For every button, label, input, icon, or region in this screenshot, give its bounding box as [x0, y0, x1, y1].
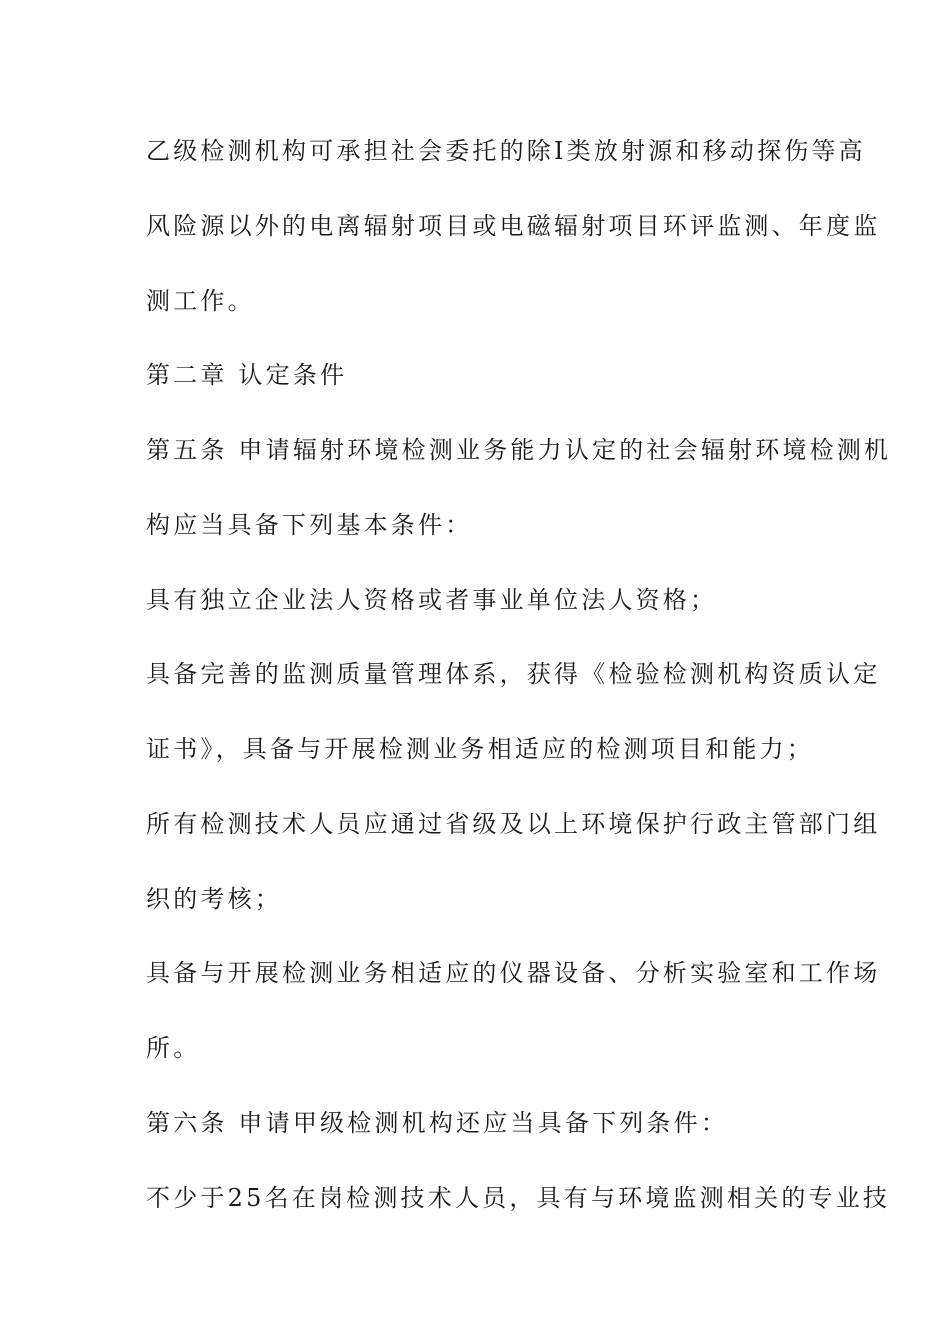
text-line: 乙级检测机构可承担社会委托的除Ⅰ类放射源和移动探伤等高: [146, 137, 866, 165]
text-line: 测工作。: [146, 287, 255, 315]
text-line: 具有独立企业法人资格或者事业单位法人资格；: [146, 586, 718, 614]
text-line: 构应当具备下列基本条件：: [146, 511, 473, 539]
text-line: 不少于25名在岗检测技术人员，具有与环境监测相关的专业技: [146, 1184, 891, 1212]
text-line: 所。: [146, 1034, 201, 1062]
article-heading: 第五条 申请辐射环境检测业务能力认定的社会辐射环境检测机: [146, 436, 892, 464]
text-line: 织的考核；: [146, 885, 282, 913]
article-heading: 第六条 申请甲级检测机构还应当具备下列条件：: [146, 1109, 729, 1137]
text-line: 具备完善的监测质量管理体系，获得《检验检测机构资质认定: [146, 660, 881, 688]
text-line: 证书》，具备与开展检测业务相适应的检测项目和能力；: [146, 735, 814, 763]
text-line: 风险源以外的电离辐射项目或电磁辐射项目环评监测、年度监: [146, 212, 881, 240]
chapter-heading: 第二章 认定条件: [146, 361, 348, 389]
text-line: 所有检测技术人员应通过省级及以上环境保护行政主管部门组: [146, 810, 881, 838]
text-line: 具备与开展检测业务相适应的仪器设备、分析实验室和工作场: [146, 959, 881, 987]
